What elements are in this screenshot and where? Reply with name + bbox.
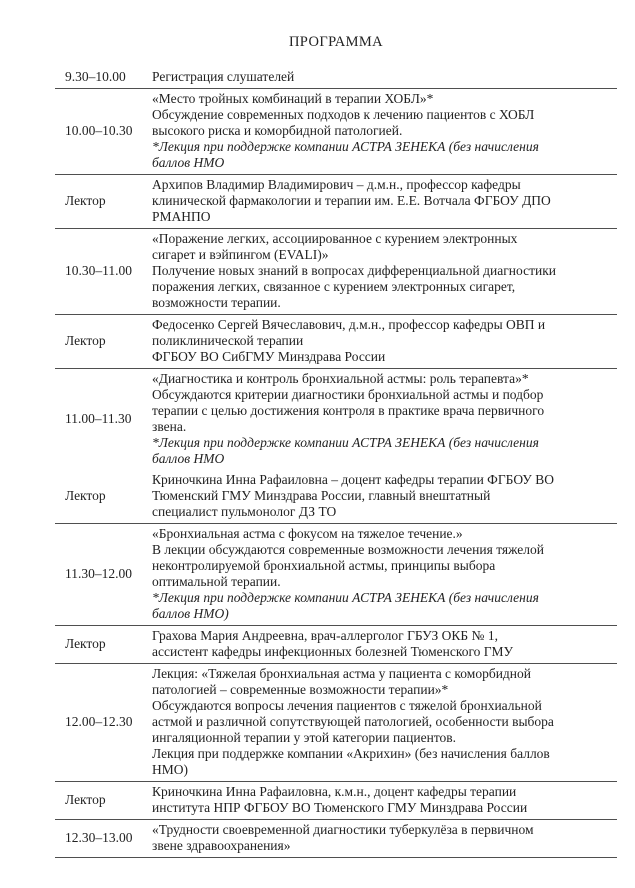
content-cell (152, 229, 617, 315)
time-cell: 11.00–11.30 (65, 411, 132, 426)
content-cell (152, 470, 617, 524)
content-cell (152, 664, 617, 782)
table-row-lecturer (55, 626, 617, 664)
content-cell (152, 524, 617, 626)
table-row-session (55, 369, 617, 471)
content-line: клинической фармакологии и терапии им. Е.Е. Вотчала ФГБОУ ДПО (152, 193, 551, 208)
content-line: оптимальной терапии. (152, 574, 281, 589)
content-line: Архипов Владимир Владимирович – д.м.н., профессор кафедры (152, 177, 521, 192)
content-line: поликлинической терапии (152, 333, 304, 348)
content-line: терапии с целью достижения контроля в практике врача первичного (152, 403, 545, 418)
content-line: баллов НМО) (152, 606, 229, 621)
content-line: *Лекция при поддержке компании АСТРА ЗЕНЕКА (без начисления (152, 139, 539, 154)
content-cell (152, 369, 617, 471)
content-cell (152, 626, 617, 664)
content-line: Тюменский ГМУ Минздрава России, главный внештатный (152, 488, 491, 503)
content-cell (152, 782, 617, 820)
content-line: поражения легких, связанное с курением электронных сигарет, (152, 279, 516, 294)
content-line: ФГБОУ ВО СибГМУ Минздрава России (152, 349, 386, 364)
table-row-lecturer (55, 175, 617, 229)
content-line: ассистент кафедры инфекционных болезней Тюменского ГМУ (152, 644, 513, 659)
content-line: специалист пульмонолог ДЗ ТО (152, 504, 337, 519)
content-line: баллов НМО (152, 155, 225, 170)
content-line: «Диагностика и контроль бронхиальной астмы: роль терапевта»* (152, 371, 529, 386)
content-line: института НПР ФГБОУ ВО Тюменского ГМУ Минздрава России (152, 800, 528, 815)
content-line: ингаляционной терапии у этой категории пациентов. (152, 730, 457, 745)
content-line: «Трудности своевременной диагностики туберкулёза в первичном (152, 822, 534, 837)
content-line: Обсуждаются вопросы лечения пациентов с тяжелой бронхиальной (152, 698, 542, 713)
time-cell: 11.30–12.00 (65, 566, 132, 581)
content-line: «Бронхиальная астма с фокусом на тяжелое течение.» (152, 526, 463, 541)
table-row-lecturer (55, 470, 617, 524)
lecturer-label-cell: Лектор (65, 488, 106, 503)
lecturer-label-cell: Лектор (65, 193, 106, 208)
content-line: патологией – современные возможности терапии»* (152, 682, 449, 697)
content-line: возможности терапии. (152, 295, 281, 310)
lecturer-label-cell: Лектор (65, 333, 106, 348)
content-line: Криночкина Инна Рафаиловна, к.м.н., доцент кафедры терапии (152, 784, 517, 799)
content-line: НМО) (152, 762, 188, 777)
content-line: РМАНПО (152, 209, 211, 224)
content-line: *Лекция при поддержке компании АСТРА ЗЕНЕКА (без начисления (152, 590, 539, 605)
table-row-session (55, 89, 617, 175)
page-title: ПРОГРАММА (288, 34, 384, 50)
content-line: астмой и различной сопутствующей патологией, особенности выбора (152, 714, 554, 729)
time-cell: 10.30–11.00 (65, 263, 132, 278)
table-row-session (55, 664, 617, 782)
content-line: В лекции обсуждаются современные возможности лечения тяжелой (152, 542, 544, 557)
content-cell (152, 67, 617, 89)
content-line: звене здравоохранения» (152, 838, 291, 853)
content-line: *Лекция при поддержке компании АСТРА ЗЕНЕКА (без начисления (152, 435, 539, 450)
table-row-registration (55, 67, 617, 89)
content-line: неконтролируемой бронхиальной астмы, принципы выбора (152, 558, 496, 573)
content-line: «Место тройных комбинаций в терапии ХОБЛ»* (152, 91, 434, 106)
content-line: Грахова Мария Андреевна, врач-аллерголог ГБУЗ ОКБ № 1, (152, 628, 498, 643)
table-row-lecturer (55, 782, 617, 820)
content-line: Обсуждаются критерии диагностики бронхиальной астмы и подбор (152, 387, 544, 402)
content-line: Федосенко Сергей Вячеславович, д.м.н., профессор кафедры ОВП и (152, 317, 546, 332)
content-line: Получение новых знаний в вопросах дифференциальной диагностики (152, 263, 556, 278)
content-line: звена. (152, 419, 187, 434)
content-line: сигарет и вэйпингом (EVALI)» (152, 247, 329, 262)
content-cell (152, 175, 617, 229)
time-cell: 12.30–13.00 (65, 830, 133, 845)
table-row-lecturer (55, 315, 617, 369)
content-line: «Поражение легких, ассоциированное с курением электронных (152, 231, 518, 246)
table-row-session (55, 229, 617, 315)
table-row-session (55, 524, 617, 626)
content-cell (152, 315, 617, 369)
time-cell: 9.30–10.00 (65, 69, 126, 84)
lecturer-label-cell: Лектор (65, 792, 106, 807)
table-row-session (55, 820, 617, 858)
content-line: Обсуждение современных подходов к лечению пациентов с ХОБЛ (152, 107, 535, 122)
content-line: Лекция при поддержке компании «Акрихин» (без начисления баллов (152, 746, 550, 761)
lecturer-label-cell: Лектор (65, 636, 106, 651)
content-line: Криночкина Инна Рафаиловна – доцент кафедры терапии ФГБОУ ВО (152, 472, 554, 487)
content-line: высокого риска и коморбидной патологией. (152, 123, 403, 138)
content-line: баллов НМО (152, 451, 225, 466)
program-table (55, 67, 617, 858)
time-cell: 10.00–10.30 (65, 123, 133, 138)
content-line: Регистрация слушателей (152, 69, 295, 84)
content-cell (152, 820, 617, 858)
content-cell (152, 89, 617, 175)
content-line: Лекция: «Тяжелая бронхиальная астма у пациента с коморбидной (152, 666, 531, 681)
time-cell: 12.00–12.30 (65, 714, 133, 729)
